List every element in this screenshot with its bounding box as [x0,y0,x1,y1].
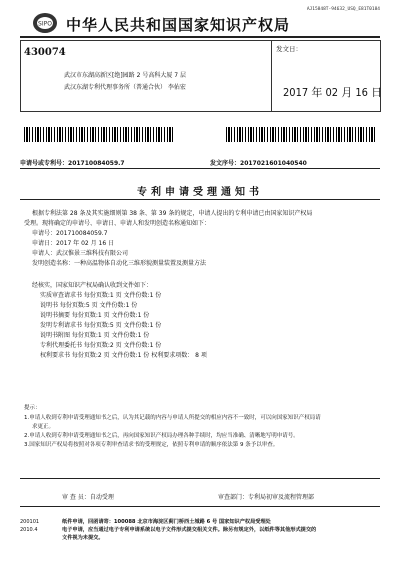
notes-heading: 提示： [24,405,41,411]
footer-text: 纸件申请，回函请寄：100088 北京市海淀区蓟门桥西土城路 6 号 国家知识产权局受理处 电子申请，应当通过电子专利申请系统以电子文件形式提交相关文件。除另有规定外，以纸件等其他形式提交的 文件视为未提交。 [62,519,317,541]
barcode-right [226,127,376,142]
office-emblem-icon [30,10,60,36]
doc-item: 说明书 每份页数:5 页 文件份数:1 份 [40,302,138,309]
intro-line-2: 受理。现将确定的申请号、申请日、申请人和发明创造名称通知如下： [24,220,211,227]
office-name: 中华人民共和国国家知识产权局 [66,16,291,34]
header-divider [20,36,380,38]
note-item: 求更正。 [32,424,55,430]
title-divider [20,199,380,200]
note-item: 1.申请人收到专利申请受理通知书之后，认为其记载的内容与申请人所提交的相应内容不一致时，可以向国家知识产权局请 [24,415,321,421]
signature-divider-top [20,478,380,479]
notice-number-label: 发文序号：2017021601040540 [210,160,307,167]
issue-date: 2017 年 02 月 16 日 [283,86,383,99]
address: 武汉市东湖高新区[绝]园路 2 号高科大厦 7 层 [64,72,186,79]
doc-item: 说明书附图 每份页数:1 页 文件份数:1 份 [40,332,150,339]
application-number: 201710084059.7 [68,160,125,167]
appno-divider [20,168,380,169]
svg-text:SIPO: SIPO [38,20,52,28]
doc-item: 专利代理委托书 每份页数:2 页 文件份数:1 份 [40,342,162,349]
document-code: AJ15848T-94632_USQ_E81T0184 [306,7,380,12]
field-applicant: 申请人：武汉惟景三维科技有限公司 [32,250,129,257]
form-code: 200101 2010.4 [20,519,40,533]
doc-item: 说明书摘要 每份页数:1 页 文件份数:1 份 [40,312,150,319]
application-number-label: 申请号或专利号：201710084059.7 [20,160,125,167]
note-item: 3.国家知识产权局将按照对各项专利审查请求书的受理规定，依照专利申请的顺序依法第 9 条予以审查。 [24,442,279,448]
notice-title: 专利申请受理通知书 [137,187,263,198]
examination-department: 审查部门：专利局初审及流程管理部 [218,494,315,501]
agent: 武汉东湖专利代理事务所（普通合伙） 李佑宏 [64,84,186,91]
signature-divider-bottom [20,506,380,507]
doc-item: 实质审查请求书 每份页数:1 页 文件份数:1 份 [40,292,162,299]
barcode-left [24,127,174,142]
intro-line-1: 根据专利法第 28 条及其实施细则第 38 条、第 39 条的规定，申请人提出的专利申请已由国家知识产权局 [32,210,313,217]
field-application-number: 申请号：201710084059.7 [32,230,108,237]
field-application-date: 申请日：2017 年 02 月 16 日 [32,240,115,247]
notice-number: 2017021601040540 [240,160,307,167]
docs-heading: 经核实，国家知识产权局确认收到文件如下： [32,282,153,289]
doc-item: 发明专利请求书 每份页数:5 页 文件份数:1 份 [40,322,162,329]
examiner: 审 查 员：自动受理 [62,494,114,501]
doc-item: 权利要求书 每份页数:2 页 文件份数:1 份 权利要求项数： 8 项 [40,352,207,359]
postcode: 430074 [24,47,66,58]
note-item: 2.申请人收到专利申请受理通知书之后，再向国家知识产权局办理各种手续时，均应当准确、清晰地写明申请号。 [24,433,299,439]
issue-date-label: 发文日： [276,45,302,53]
field-invention-title: 发明创造名称：一种高温物体自动化三维形貌测量装置及测量方法 [32,260,207,267]
